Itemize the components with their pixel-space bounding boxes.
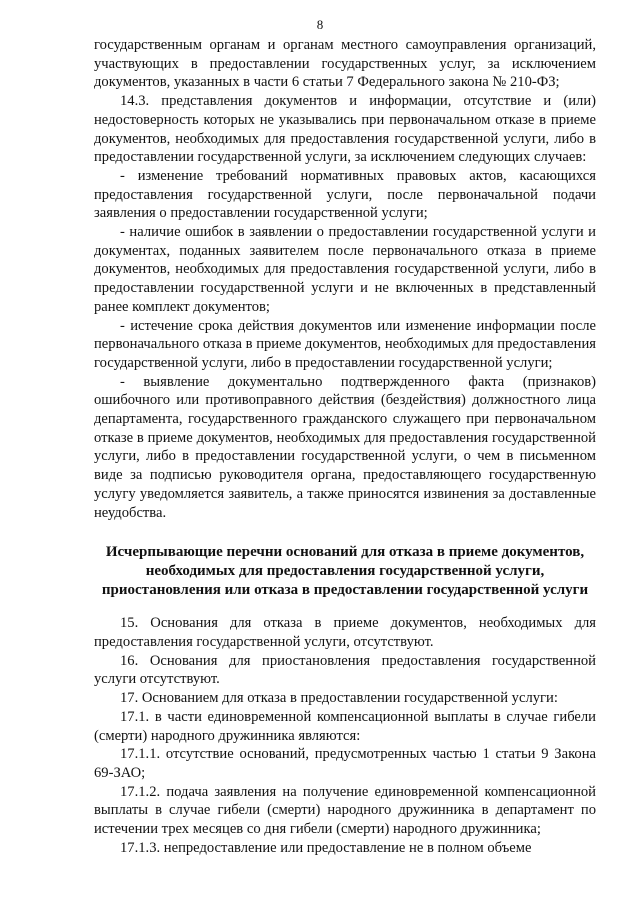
list-item: - истечение срока действия документов или изменение информации после первоначального отказа в приеме документов, необходимых для предоставления государственной услуги, либо в предоставлении государственной услуги; bbox=[94, 317, 596, 371]
list-item: - выявление документально подтвержденного факта (признаков) ошибочного или противоправного действия (бездействия) должностного лица департамента, государственного гражданского служащего при первоначальном отказе в приеме документов, необходимых для предоставления государственной услуги, либо в предоставлении государственной услуги, о чем в письменном виде за подписью руководителя органа, предоставляющего государственную услугу уведомляется заявитель, а также приносятся извинения за доставленные неудобства. bbox=[94, 373, 596, 521]
paragraph: 17. Основанием для отказа в предоставлении государственной услуги: bbox=[120, 690, 558, 707]
paragraph: 17.1.2. подача заявления на получение единовременной компенсационной выплаты в случае гибели (смерти) народного дружинника в департамент по истечении трех месяцев со дня гибели (смерти) народного дружинника; bbox=[94, 783, 596, 838]
list-item: - изменение требований нормативных правовых актов, касающихся предоставления государственной услуги, после первоначальной подачи заявления о предоставлении государственной услуги; bbox=[94, 167, 596, 222]
paragraph: 15. Основания для отказа в приеме документов, необходимых для предоставления государственной услуги, отсутствуют. bbox=[94, 615, 596, 650]
list-item: - наличие ошибок в заявлении о предоставлении государственной услуги и документах, поданных заявителем после первоначального отказа в приеме документов, необходимых для предоставления государственной услуги, либо в предоставлении государственной услуги и не включенных в представленный ранее комплект документов; bbox=[94, 224, 596, 315]
paragraph: 17.1. в части единовременной компенсационной выплаты в случае гибели (смерти) народного дружинника являются: bbox=[94, 708, 596, 744]
paragraph: 14.3. представления документов и информации, отсутствие и (или) недостоверность которых не указывались при первоначальном отказе в приеме документов, необходимых для предоставления государственной услуги, либо в предоставлении государственной услуги, за исключением следующих случаев: bbox=[94, 93, 596, 166]
section-heading: Исчерпывающие перечни оснований для отказа в приеме документов, необходимых для предоставления государственной услуги, приостановления или отказа в предоставлении государственной услуги bbox=[101, 544, 589, 599]
page-number: 8 bbox=[316, 17, 324, 32]
paragraph: 17.1.1. отсутствие оснований, предусмотренных частью 1 статьи 9 Закона 69-ЗАО; bbox=[94, 746, 596, 781]
paragraph: 17.1.3. непредоставление или предоставление не в полном объеме bbox=[120, 839, 532, 856]
document-body bbox=[94, 36, 596, 857]
paragraph: государственным органам и органам местного самоуправления организаций, участвующих в предоставлении государственных услуг, за исключением документов, указанных в части 6 статьи 7 Федерального закона № 210-ФЗ; bbox=[94, 37, 596, 91]
paragraph: 16. Основания для приостановления предоставления государственной услуги отсутствуют. bbox=[94, 652, 596, 688]
